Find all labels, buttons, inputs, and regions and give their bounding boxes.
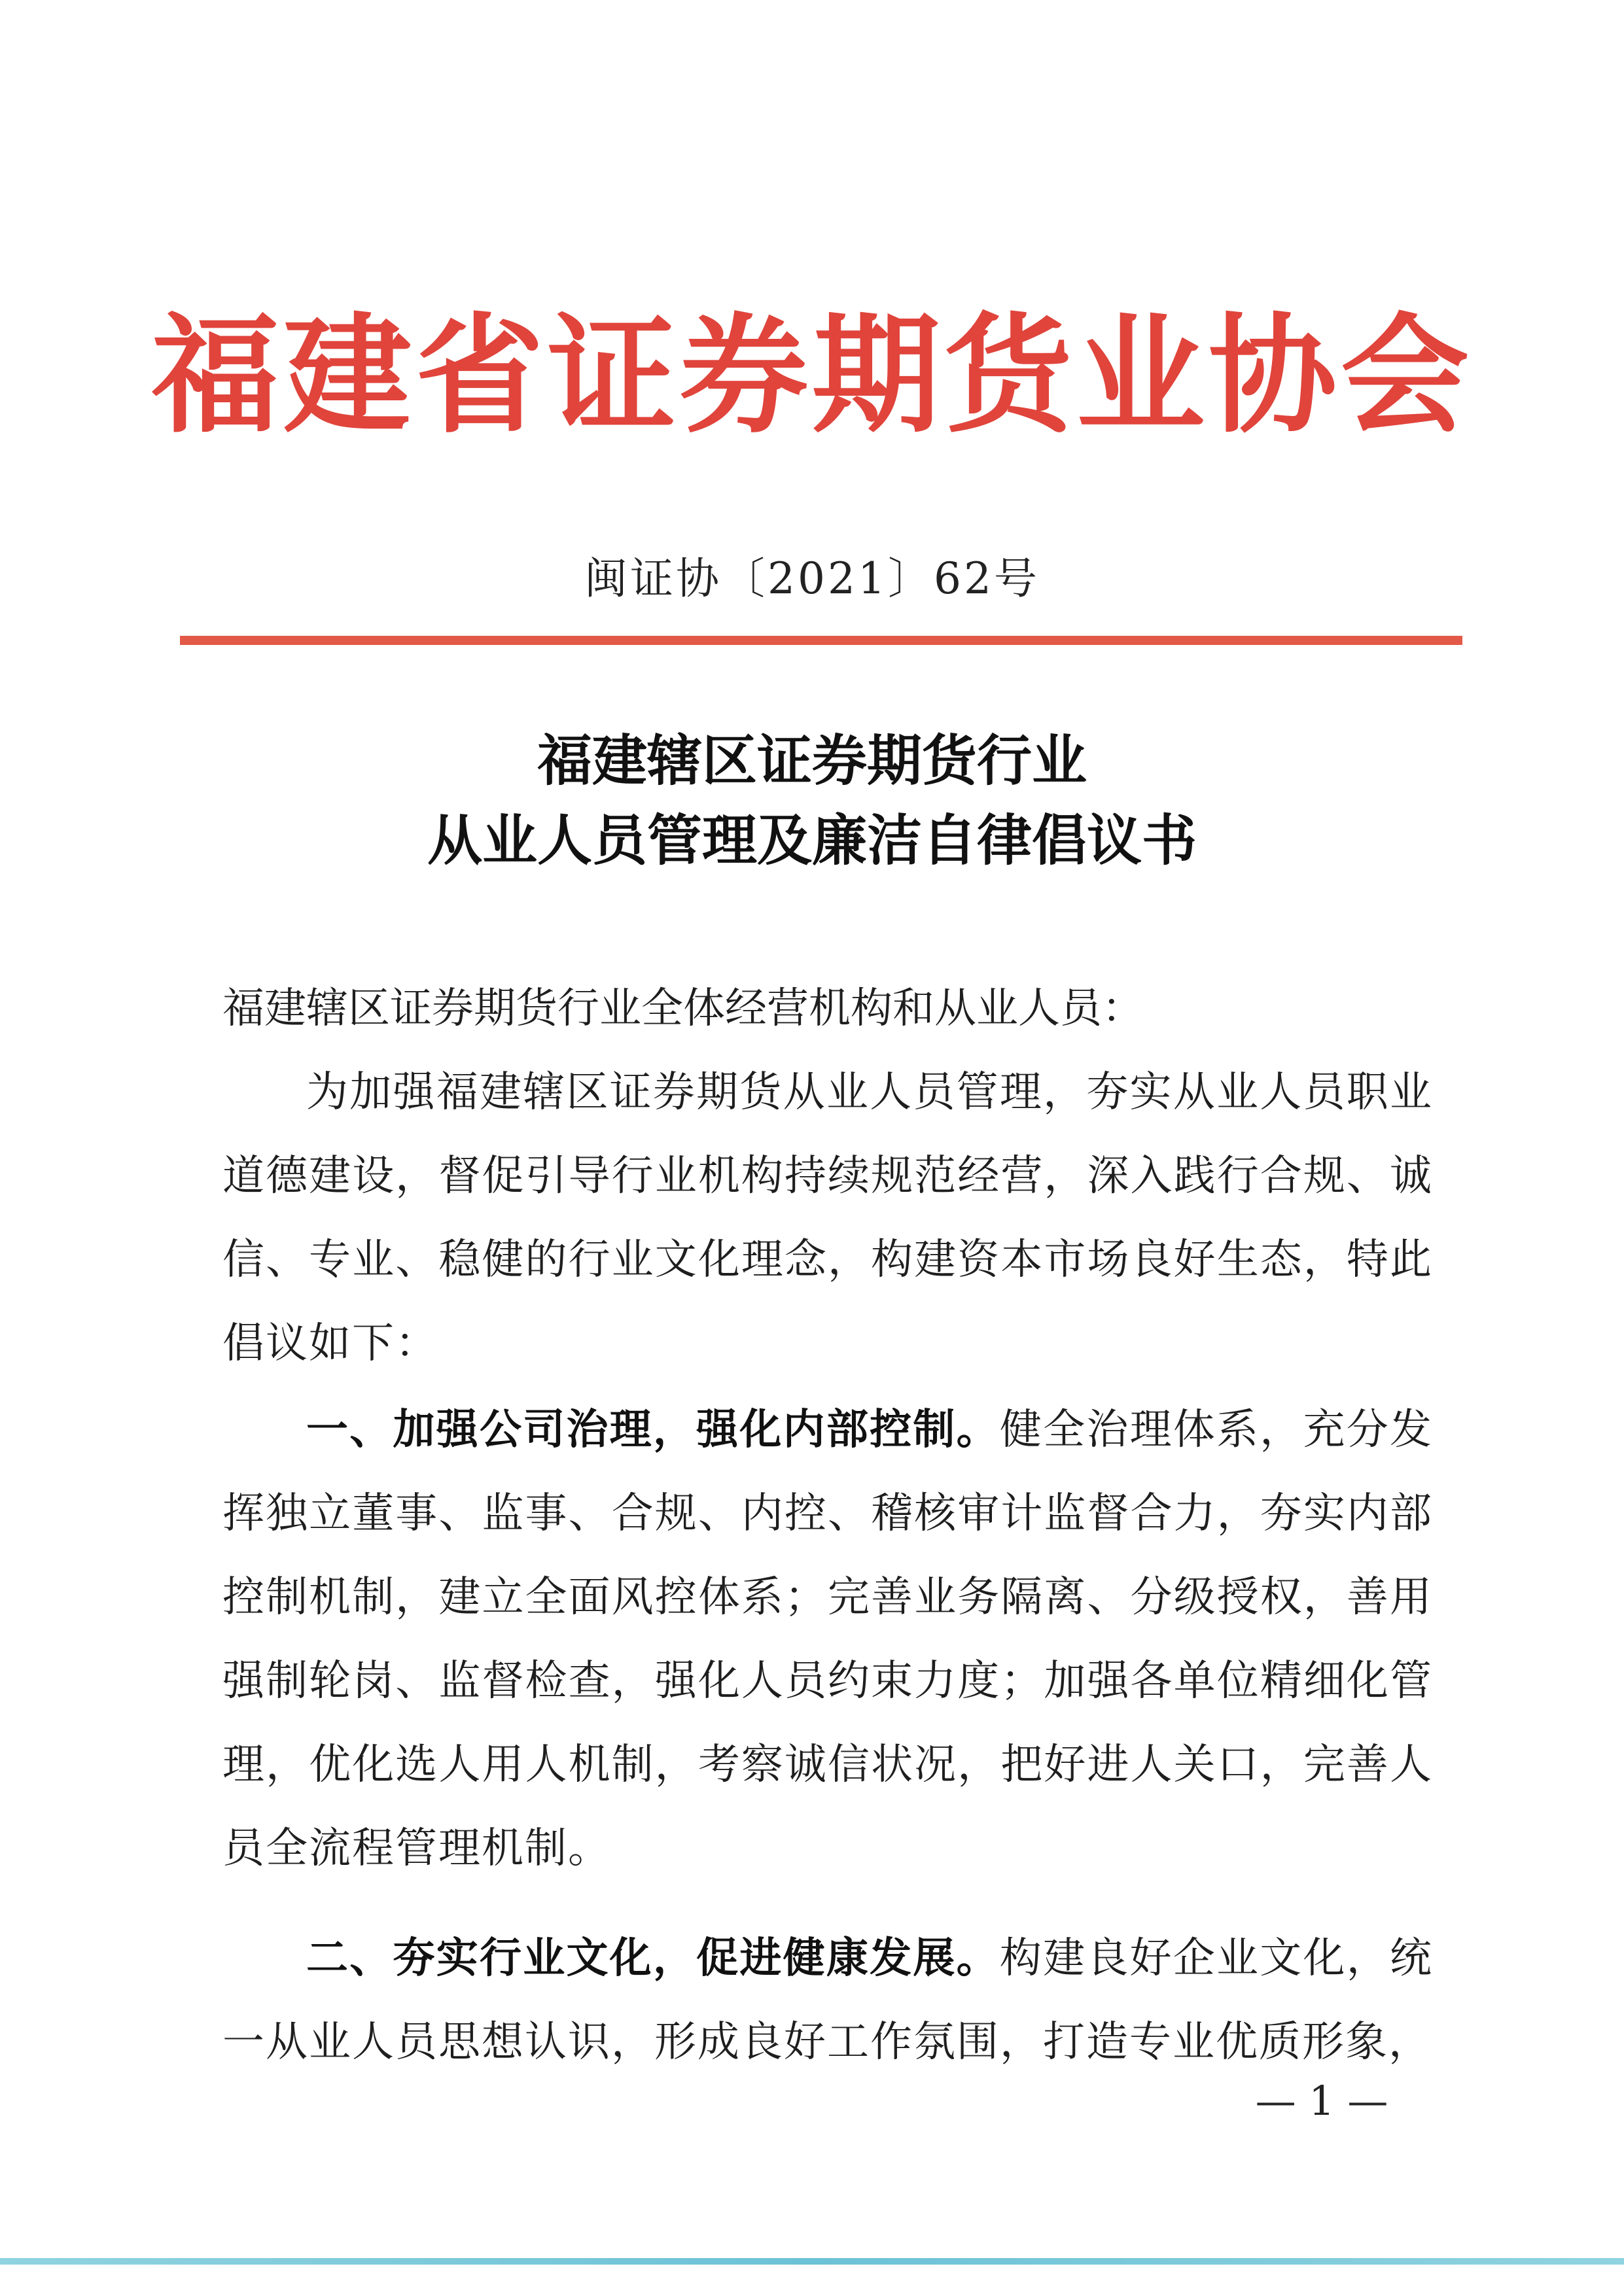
item-2-heading: 二、夯实行业文化，促进健康发展。 bbox=[306, 1934, 1000, 1983]
scan-edge-band bbox=[0, 2258, 1624, 2265]
item-1-paragraph bbox=[222, 1388, 1433, 1890]
intro-paragraph: 为加强福建辖区证券期货从业人员管理，夯实从业人员职业道德建设，督促引导行业机构持续规范经营，深入践行合规、诚信、专业、稳健的行业文化理念，构建资本市场良好生态，特此倡议如下： bbox=[222, 1068, 1433, 1368]
page-number: — 1 — bbox=[1255, 2077, 1388, 2125]
document-title-line-2: 从业人员管理及廉洁自律倡议书 bbox=[427, 809, 1197, 873]
item-2-paragraph bbox=[222, 1917, 1433, 2084]
document-number: 闽证协〔2021〕62号 bbox=[584, 553, 1040, 604]
letterhead-org-name: 福建省证券期货业协会 bbox=[150, 302, 1473, 451]
salutation: 福建辖区证券期货行业全体经营机构和从业人员： bbox=[222, 984, 1144, 1033]
item-2-body: 构建良好企业文化，统一从业人员思想认识，形成良好工作氛围，打造专业优质形象， bbox=[222, 1934, 1434, 2066]
item-1-heading: 一、加强公司治理，强化内部控制。 bbox=[306, 1406, 1000, 1454]
letterhead-red-rule bbox=[180, 636, 1462, 645]
item-1-body: 健全治理体系，充分发挥独立董事、监事、合规、内控、稽核审计监督合力，夯实内部控制机制，建立全面风控体系；完善业务隔离、分级授权，善用强制轮岗、监督检查，强化人员约束力度；加强各单位精细化管理，优化选人用人机制，考察诚信状况，把好进人关口，完善人员全流程管理机制。 bbox=[222, 1406, 1434, 1873]
document-title-line-1: 福建辖区证券期货行业 bbox=[537, 729, 1087, 793]
